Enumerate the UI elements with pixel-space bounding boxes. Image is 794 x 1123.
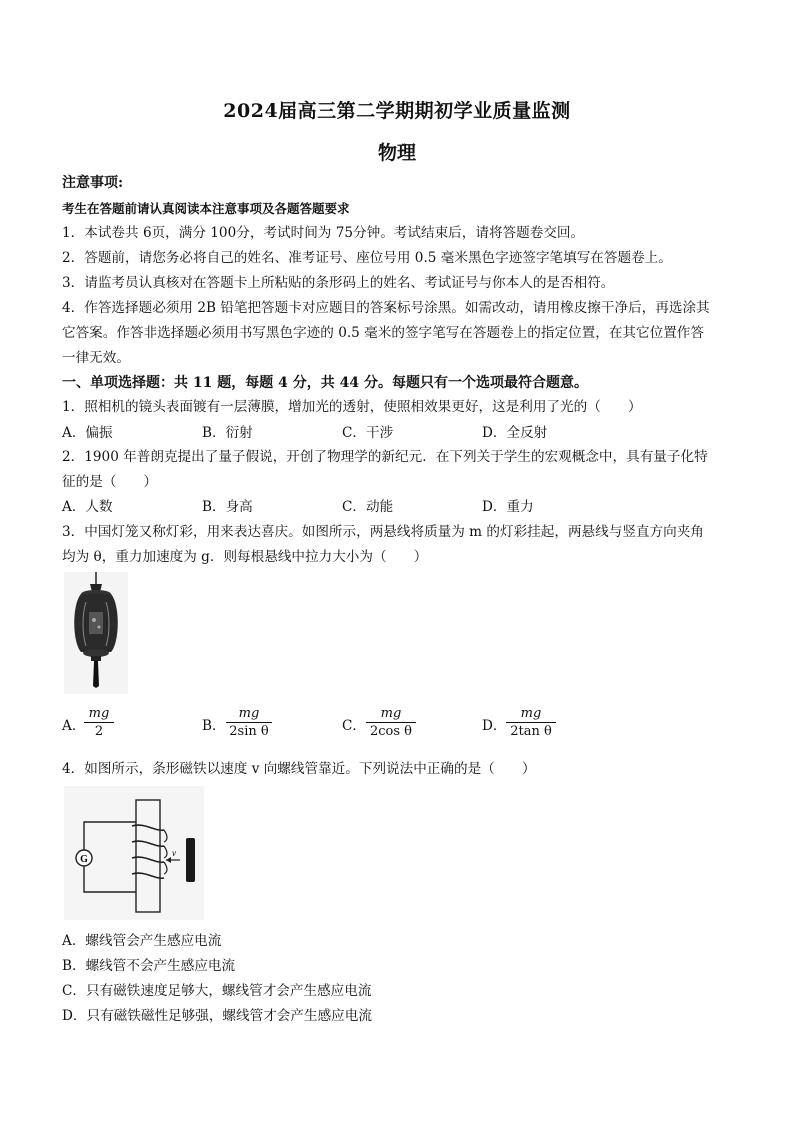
question-2-stem: 2．1900 年普朗克提出了量子假说，开创了物理学的新纪元．在下列关于学生的宏观概念中，具有量子化特	[62, 449, 708, 465]
question-2-stem: 征的是（ ）	[62, 474, 158, 490]
fraction-denominator: 2sin θ	[229, 724, 269, 739]
fraction-numerator: mg	[380, 706, 402, 721]
question-1-stem: 1．照相机的镜头表面镀有一层薄膜，增加光的透射，使照相效果更好，这是利用了光的（ ）	[62, 399, 642, 415]
fraction-denominator: 2cos θ	[369, 724, 412, 739]
question-1-option-c: C．干涉	[342, 425, 394, 441]
notice-item: 一律无效。	[62, 350, 130, 366]
question-3-option-b-letter: B．	[202, 718, 226, 734]
question-1-option-a: A．偏振	[62, 425, 113, 441]
velocity-label: v	[172, 848, 176, 858]
fraction-numerator: mg	[88, 706, 110, 721]
question-1-option-d: D．全反射	[482, 425, 548, 441]
question-3-stem: 3．中国灯笼又称灯彩，用来表达喜庆。如图所示，两悬线将质量为 m 的灯彩挂起，两悬线与竖直方向夹角	[62, 524, 704, 540]
question-2-option-d: D．重力	[482, 499, 534, 515]
notice-item: 3．请监考员认真核对在答题卡上所粘贴的条形码上的姓名、考试证号与你本人的是否相符。	[62, 275, 615, 291]
question-3-option-d-fraction	[506, 706, 556, 739]
fraction-denominator: 2tan θ	[510, 724, 552, 739]
notice-heading: 注意事项:	[62, 175, 124, 191]
question-2-option-b: B．身高	[202, 499, 253, 515]
section-heading: 一、单项选择题：共 11 题，每题 4 分，共 44 分。每题只有一个选项最符合题意。	[62, 375, 588, 391]
question-3-option-c-letter: C．	[342, 718, 366, 734]
question-3-option-c-fraction	[366, 706, 416, 739]
question-3-option-b-fraction	[226, 706, 272, 739]
subject-title: 物理	[377, 142, 416, 164]
question-4-option-d: D．只有磁铁磁性足够强，螺线管才会产生感应电流	[62, 1008, 372, 1024]
fraction-numerator: mg	[520, 706, 542, 721]
question-4-stem: 4．如图所示，条形磁铁以速度 v 向螺线管靠近。下列说法中正确的是（ ）	[62, 761, 536, 777]
question-3-option-a-letter: A．	[62, 718, 86, 734]
question-4-option-b: B．螺线管不会产生感应电流	[62, 958, 236, 974]
notice-subheading: 考生在答题前请认真阅读本注意事项及各题答题要求	[62, 201, 350, 216]
question-2-option-c: C．动能	[342, 499, 394, 515]
exam-title: 2024届高三第二学期期初学业质量监测	[223, 100, 571, 122]
notice-item: 1．本试卷共 6页，满分 100分，考试时间为 75分钟。考试结束后，请将答题卷交回。	[62, 225, 585, 241]
question-3-stem: 均为 θ，重力加速度为 g．则每根悬线中拉力大小为（ ）	[62, 549, 428, 565]
galvanometer-label: G	[80, 854, 88, 865]
notice-item: 2．答题前，请您务必将自己的姓名、准考证号、座位号用 0.5 毫米黑色字迹签字笔填写在答题卷上。	[62, 250, 672, 266]
lantern-figure	[64, 572, 128, 694]
question-1-option-b: B．衍射	[202, 425, 253, 441]
fraction-denominator: 2	[94, 724, 104, 739]
question-2-option-a: A．人数	[62, 499, 113, 515]
question-3-option-d-letter: D．	[482, 718, 507, 734]
solenoid-circuit-figure	[64, 786, 204, 920]
question-3-option-a-fraction	[84, 706, 114, 739]
fraction-numerator: mg	[238, 706, 260, 721]
question-4-option-c: C．只有磁铁速度足够大，螺线管才会产生感应电流	[62, 983, 372, 999]
question-4-option-a: A．螺线管会产生感应电流	[62, 933, 222, 949]
notice-item: 它答案。作答非选择题必须用书写黑色字迹的 0.5 毫米的签字笔写在答题卷上的指定位置，在其它位置作答	[62, 325, 704, 341]
notice-item: 4．作答选择题必须用 2B 铅笔把答题卡对应题目的答案标号涂黑。如需改动，请用橡皮擦干净后，再选涂其	[62, 300, 710, 316]
